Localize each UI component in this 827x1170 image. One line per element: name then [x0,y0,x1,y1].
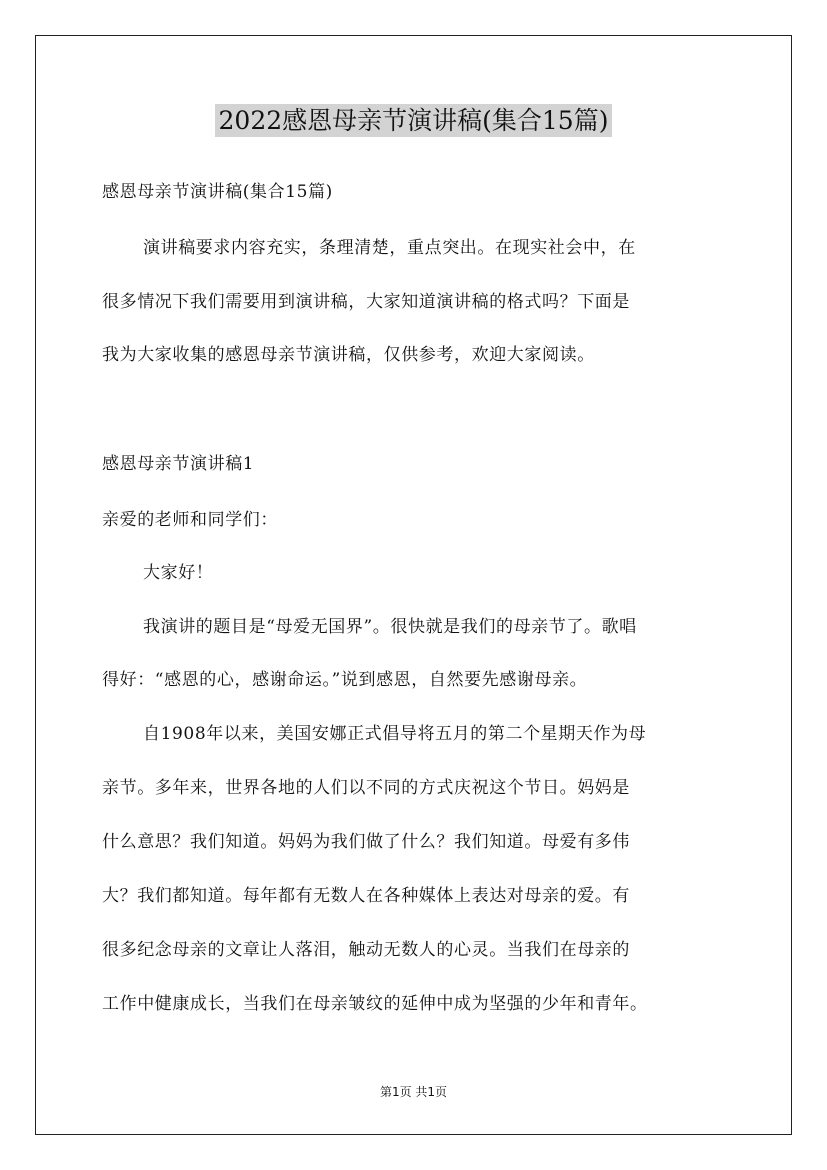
intro-line: 很多情况下我们需要用到演讲稿，大家知道演讲稿的格式吗？下面是 [102,292,630,312]
paragraph-line: 什么意思？我们知道。妈妈为我们做了什么？我们知道。母爱有多伟 [102,832,630,852]
document-title-text: 2022感恩母亲节演讲稿(集合15篇) [215,104,613,137]
page-footer: 第1页 共1页 [379,1085,448,1099]
salutation: 亲爱的老师和同学们： [102,510,278,530]
section-heading: 感恩母亲节演讲稿1 [102,454,255,474]
paragraph-line: 很多纪念母亲的文章让人落泪，触动无数人的心灵。当我们在母亲的 [102,940,630,960]
paragraph-line: 自1908年以来，美国安娜正式倡导将五月的第二个星期天作为母 [143,724,647,744]
intro-line: 演讲稿要求内容充实，条理清楚，重点突出。在现实社会中，在 [143,238,636,258]
paragraph-line: 亲节。多年来，世界各地的人们以不同的方式庆祝这个节日。妈妈是 [102,778,630,798]
paragraph-line: 得好：“感恩的心，感谢命运。”说到感恩，自然要先感谢母亲。 [102,670,588,690]
paragraph-line: 大？我们都知道。每年都有无数人在各种媒体上表达对母亲的爱。有 [102,886,630,906]
greeting: 大家好！ [143,563,214,583]
intro-line: 我为大家收集的感恩母亲节演讲稿，仅供参考，欢迎大家阅读。 [102,345,595,365]
document-subtitle: 感恩母亲节演讲稿(集合15篇) [102,182,333,202]
paragraph-line: 我演讲的题目是“母爱无国界”。很快就是我们的母亲节了。歌唱 [143,617,637,637]
paragraph-line: 工作中健康成长，当我们在母亲皱纹的延伸中成为坚强的少年和青年。 [102,994,648,1014]
document-title [0,104,827,138]
